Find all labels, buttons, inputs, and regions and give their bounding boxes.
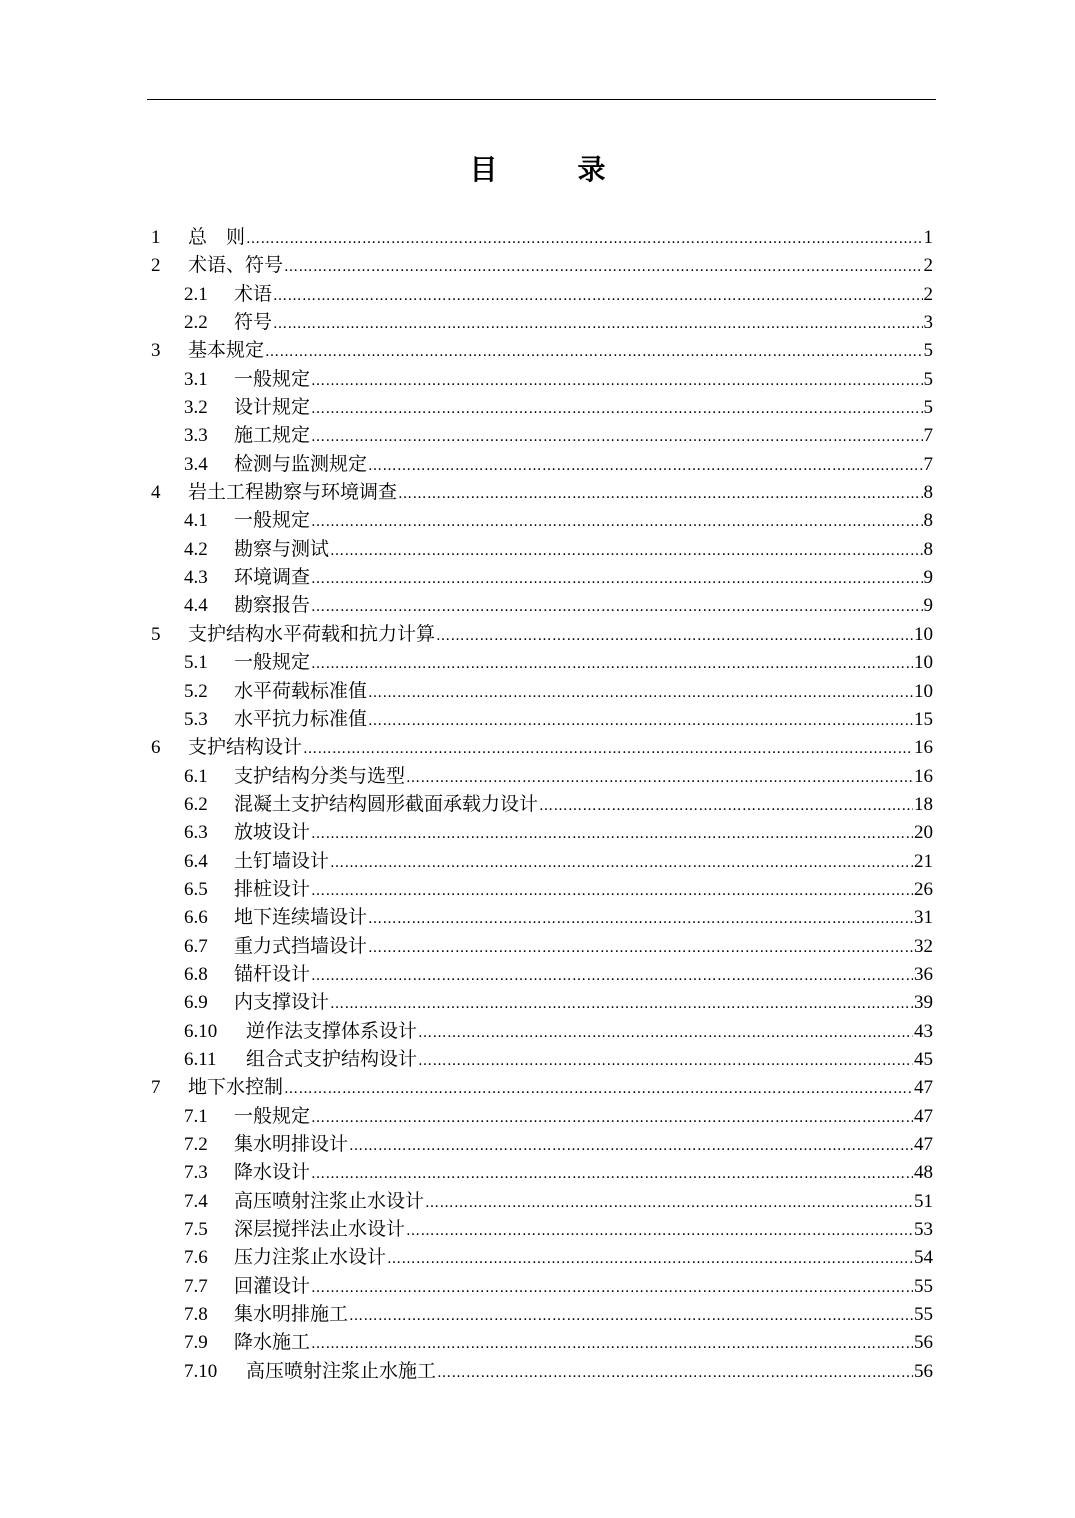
toc-entry-page: 21 [914,850,933,872]
toc-entry-number: 6.10 [184,1020,218,1042]
toc-entry-number: 4.4 [184,595,208,617]
toc-entry-number: 6.11 [184,1048,217,1070]
toc-entry-label: 支护结构分类与选型 [234,764,406,787]
toc-leader-dots [368,707,913,735]
toc-entry-label: 术语、符号 [188,254,284,277]
toc-entry-number: 6.5 [184,878,208,900]
toc-entry-number: 3.2 [184,397,208,419]
toc-entry-label: 压力注浆止水设计 [234,1246,387,1269]
toc-entry-page: 55 [914,1304,933,1326]
toc-section-entry[interactable] [147,280,933,308]
toc-chapter-entry[interactable] [147,733,933,761]
toc-leader-dots [311,1330,913,1358]
toc-section-entry[interactable] [147,1272,933,1300]
toc-entry-number: 6.4 [184,850,208,872]
toc-section-entry[interactable] [147,1045,933,1073]
toc-entry-label: 内支撑设计 [234,991,330,1014]
toc-leader-dots [406,1217,913,1245]
toc-entry-label: 逆作法支撑体系设计 [246,1019,418,1042]
toc-entry-page: 5 [923,368,933,390]
toc-entry-page: 2 [923,283,933,305]
toc-entry-page: 51 [914,1190,933,1212]
toc-chapter-entry[interactable] [147,336,933,364]
toc-entry-number: 3.1 [184,368,208,390]
toc-entry-number: 6 [151,737,161,759]
toc-leader-dots [418,1019,913,1047]
toc-leader-dots [311,820,913,848]
toc-entry-label: 土钉墙设计 [234,849,330,872]
toc-entry-label: 一般规定 [234,1104,311,1127]
toc-entry-page: 7 [923,425,933,447]
toc-entry-number: 7.3 [184,1162,208,1184]
toc-leader-dots [398,480,922,508]
toc-entry-number: 7.6 [184,1247,208,1269]
toc-entry-label: 设计规定 [234,396,311,419]
toc-entry-number: 2 [151,255,161,277]
toc-entry-page: 2 [923,255,933,277]
toc-chapter-entry[interactable] [147,223,933,251]
toc-chapter-entry[interactable] [147,478,933,506]
toc-entry-number: 5.2 [184,680,208,702]
toc-entry-page: 20 [914,822,933,844]
toc-entry-label: 高压喷射注浆止水施工 [246,1359,437,1382]
toc-entry-number: 1 [151,227,161,248]
toc-section-entry[interactable] [147,1243,933,1271]
toc-entry-number: 6.1 [184,765,208,787]
toc-entry-page: 5 [923,397,933,419]
toc-entry-page: 10 [914,623,933,645]
toc-entry-label: 回灌设计 [234,1274,311,1297]
toc-leader-dots [311,1160,913,1188]
toc-entry-page: 56 [914,1332,933,1354]
toc-entry-page: 54 [914,1247,933,1269]
toc-leader-dots [284,253,922,281]
toc-entry-label: 排桩设计 [234,877,311,900]
toc-entry-page: 8 [923,482,933,504]
toc-entry-number: 4.3 [184,567,208,589]
toc-entry-page: 26 [914,878,933,900]
toc-leader-dots [311,395,922,423]
toc-entry-number: 4.1 [184,510,208,532]
toc-entry-number: 6.9 [184,992,208,1014]
toc-entry-label: 检测与监测规定 [234,452,368,475]
toc-section-entry[interactable] [147,648,933,676]
toc-section-entry[interactable] [147,421,933,449]
toc-entry-page: 9 [923,595,933,617]
toc-entry-number: 7.7 [184,1275,208,1297]
toc-leader-dots [284,1075,913,1103]
toc-entry-label: 支护结构水平荷载和抗力计算 [188,622,436,645]
toc-chapter-entry[interactable] [147,251,933,279]
toc-entry-page: 10 [914,652,933,674]
toc-entry-page: 8 [923,510,933,532]
toc-section-entry[interactable] [147,563,933,591]
toc-section-entry[interactable] [147,1187,933,1215]
toc-entry-page: 5 [923,340,933,362]
toc-entry-page: 45 [914,1048,933,1070]
toc-entry-page: 9 [923,567,933,589]
toc-section-entry[interactable] [147,790,933,818]
toc-leader-dots [330,537,922,565]
toc-entry-label: 环境调查 [234,566,311,589]
toc-entry-label: 组合式支护结构设计 [246,1047,418,1070]
toc-entry-label: 地下水控制 [188,1076,284,1099]
toc-chapter-entry[interactable] [147,1073,933,1101]
toc-entry-page: 16 [914,765,933,787]
toc-entry-page: 55 [914,1275,933,1297]
toc-entry-number: 5 [151,623,161,645]
toc-section-entry[interactable] [147,875,933,903]
toc-section-entry[interactable] [147,1300,933,1328]
toc-entry-page: 31 [914,907,933,929]
toc-leader-dots [311,877,913,905]
toc-entry-number: 3.3 [184,425,208,447]
toc-entry-number: 4 [151,482,161,504]
toc-entry-page: 8 [923,538,933,560]
toc-leader-dots [418,1047,913,1075]
toc-entry-number: 7.2 [184,1134,208,1155]
toc-entry-number: 7.4 [184,1190,208,1212]
toc-leader-dots [425,1189,913,1217]
toc-section-entry[interactable] [147,705,933,733]
toc-entry-number: 7.5 [184,1219,208,1241]
page-title: 目 录 [469,153,632,186]
toc-leader-dots [273,310,922,338]
toc-section-entry[interactable] [147,365,933,393]
toc-section-entry[interactable] [147,903,933,931]
toc-section-entry[interactable] [147,677,933,705]
toc-leader-dots [368,452,922,480]
toc-section-entry[interactable] [147,847,933,875]
toc-entry-number: 6.8 [184,963,208,985]
toc-entry-label: 高压喷射注浆止水设计 [234,1189,425,1212]
toc-entry-page: 39 [914,992,933,1014]
toc-entry-label: 降水施工 [234,1331,311,1354]
toc-section-entry[interactable] [147,308,933,336]
toc-entry-label: 地下连续墙设计 [234,906,368,929]
toc-entry-label: 勘察报告 [234,594,311,617]
toc-section-entry[interactable] [147,960,933,988]
toc-entry-page: 3 [923,312,933,334]
toc-entry-number: 5.1 [184,652,208,674]
toc-section-entry[interactable] [147,1215,933,1243]
toc-entry-label: 一般规定 [234,367,311,390]
toc-entry-label: 总 则 [188,226,246,248]
toc-entry-label: 集水明排设计 [234,1133,349,1155]
toc-entry-label: 混凝土支护结构圆形截面承载力设计 [234,792,539,815]
toc-entry-label: 放坡设计 [234,821,311,844]
toc-leader-dots [303,735,913,763]
toc-entry-page: 43 [914,1020,933,1042]
toc-leader-dots [311,565,922,593]
toc-entry-number: 3.4 [184,453,208,475]
toc-entry-label: 锚杆设计 [234,962,311,985]
toc-leader-dots [265,338,922,366]
toc-entry-number: 7.10 [184,1360,218,1382]
toc-section-entry[interactable] [147,988,933,1016]
toc-section-entry[interactable] [147,535,933,563]
toc-entry-page: 32 [914,935,933,957]
toc-entry-label: 施工规定 [234,424,311,447]
toc-leader-dots [368,679,913,707]
toc-leader-dots [311,1274,913,1302]
toc-section-entry[interactable] [147,450,933,478]
toc-leader-dots [311,508,922,536]
toc-section-entry[interactable] [147,1102,933,1130]
toc-entry-label: 支护结构设计 [188,736,303,759]
toc-entry-page: 15 [914,708,933,730]
toc-leader-dots [406,764,913,792]
toc-section-entry[interactable] [147,1130,933,1158]
toc-section-entry[interactable] [147,1017,933,1045]
toc-entry-page: 56 [914,1360,933,1382]
toc-section-entry[interactable] [147,1328,933,1356]
toc-leader-dots [349,1132,913,1160]
toc-entry-page: 1 [923,227,933,248]
toc-entry-number: 7.9 [184,1332,208,1354]
toc-entry-number: 7 [151,1077,161,1099]
toc-section-entry[interactable] [147,762,933,790]
toc-entry-number: 4.2 [184,538,208,560]
toc-entry-label: 降水设计 [234,1161,311,1184]
toc-leader-dots [349,1302,913,1330]
toc-entry-number: 6.2 [184,793,208,815]
toc-entry-label: 一般规定 [234,651,311,674]
toc-entry-label: 重力式挡墙设计 [234,934,368,957]
toc-leader-dots [246,225,922,253]
toc-entry-label: 勘察与测试 [234,537,330,560]
toc-entry-number: 6.7 [184,935,208,957]
toc-leader-dots [330,849,913,877]
toc-entry-label: 水平荷载标准值 [234,679,368,702]
toc-entry-label: 水平抗力标准值 [234,707,368,730]
toc-entry-number: 5.3 [184,708,208,730]
toc-leader-dots [368,934,913,962]
toc-section-entry[interactable] [147,818,933,846]
toc-leader-dots [437,1359,913,1387]
toc-leader-dots [311,593,922,621]
toc-entry-label: 一般规定 [234,509,311,532]
toc-entry-page: 47 [914,1077,933,1099]
toc-section-entry[interactable] [147,1357,933,1385]
toc-entry-page: 47 [914,1134,933,1155]
toc-entry-label: 集水明排施工 [234,1303,349,1326]
toc-section-entry[interactable] [147,1158,933,1186]
toc-entry-number: 7.1 [184,1105,208,1127]
toc-leader-dots [539,792,913,820]
toc-entry-page: 48 [914,1162,933,1184]
toc-entry-label: 深层搅拌法止水设计 [234,1218,406,1241]
toc-entry-number: 2.2 [184,312,208,334]
toc-leader-dots [311,650,913,678]
toc-entry-page: 10 [914,680,933,702]
toc-chapter-entry[interactable] [147,620,933,648]
toc-entry-page: 36 [914,963,933,985]
toc-leader-dots [311,1104,913,1132]
header-rule [147,99,936,100]
toc-entry-label: 基本规定 [188,339,265,362]
toc-leader-dots [330,990,913,1018]
toc-section-entry[interactable] [147,393,933,421]
toc-entry-number: 2.1 [184,283,208,305]
toc-leader-dots [368,905,913,933]
toc-section-entry[interactable] [147,591,933,619]
toc-leader-dots [311,367,922,395]
toc-entry-label: 术语 [234,282,273,305]
toc-entry-page: 7 [923,453,933,475]
table-of-contents [147,223,933,1385]
toc-leader-dots [436,622,913,650]
toc-entry-number: 3 [151,340,161,362]
toc-entry-number: 6.3 [184,822,208,844]
toc-section-entry[interactable] [147,506,933,534]
toc-entry-number: 6.6 [184,907,208,929]
toc-leader-dots [311,962,913,990]
toc-leader-dots [311,423,922,451]
toc-entry-label: 岩土工程勘察与环境调查 [188,481,398,504]
toc-entry-page: 47 [914,1105,933,1127]
toc-entry-page: 18 [914,793,933,815]
toc-entry-page: 16 [914,737,933,759]
toc-section-entry[interactable] [147,932,933,960]
toc-entry-page: 53 [914,1219,933,1241]
toc-leader-dots [387,1245,913,1273]
toc-leader-dots [273,282,922,310]
toc-entry-label: 符号 [234,311,273,334]
toc-entry-number: 7.8 [184,1304,208,1326]
